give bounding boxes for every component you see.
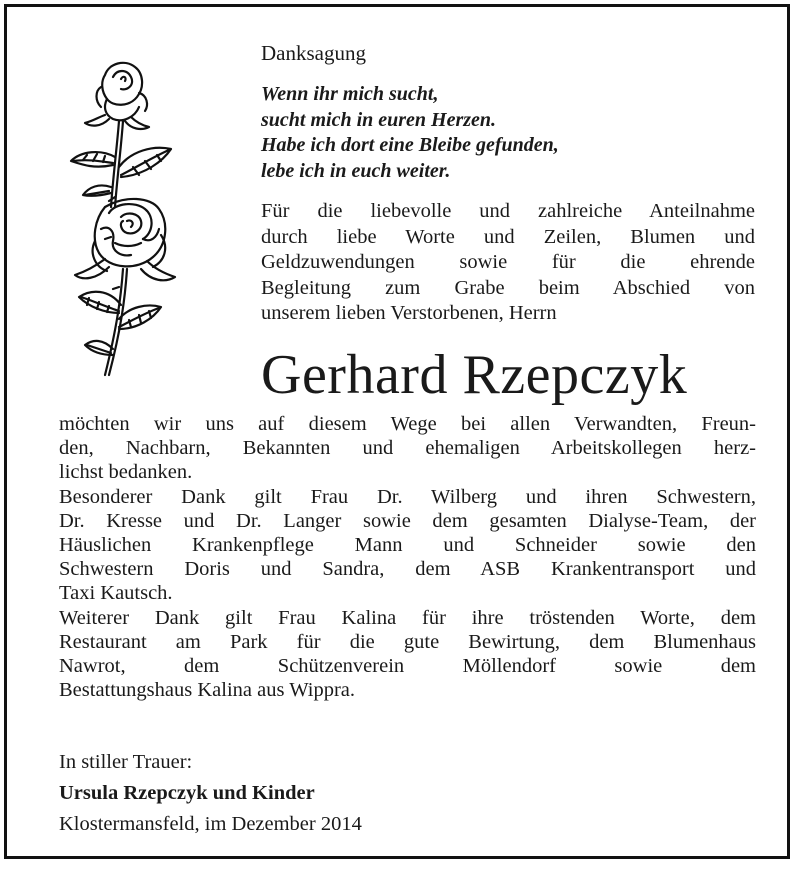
body-line: Weiterer Dank gilt Frau Kalina für ihre tröstenden Worte, dem [59,606,756,629]
intro-paragraph [261,199,755,327]
intro-line: unserem lieben Verstorbenen, Herrn [261,302,557,324]
notice-heading: Danksagung [261,41,366,65]
body-line: Taxi Kautsch. [59,582,173,605]
signatories: Ursula Rzepczyk und Kinder [59,782,315,804]
poem-verse [261,82,559,184]
body-text [59,412,756,702]
rose-icon [65,57,185,382]
body-line: Restaurant am Park für die gute Bewirtung, dem Blumenhaus [59,630,756,653]
poem-line: sucht mich in euren Herzen. [261,108,497,131]
intro-line: Für die liebevolle und zahlreiche Anteilnahme [261,200,755,222]
poem-line: Wenn ihr mich sucht, [261,83,439,105]
intro-line: Geldzuwendungen sowie für die ehrende [261,251,755,273]
notice-frame [4,4,790,859]
poem-line: lebe ich in euch weiter. [261,159,451,182]
body-line: Nawrot, dem Schützenverein Möllendorf sowie dem [59,655,756,678]
closing-block [59,747,362,840]
body-line: Häuslichen Krankenpflege Mann und Schneider sowie den [59,534,756,557]
body-line: Besonderer Dank gilt Frau Dr. Wilberg und ihren Schwestern, [59,485,756,508]
mourning-label: In stiller Trauer: [59,751,193,773]
body-line: Dr. Kresse und Dr. Langer sowie dem gesamten Dialyse-Team, der [59,509,756,532]
body-line: Schwestern Doris und Sandra, dem ASB Krankentransport und [59,558,756,581]
deceased-name: Gerhard Rzepczyk [261,344,688,406]
intro-line: Begleitung zum Grabe beim Abschied von [261,276,755,299]
body-line: den, Nachbarn, Bekannten und ehemaligen Arbeitskollegen herz- [59,437,756,460]
intro-line: durch liebe Worte und Zeilen, Blumen und [261,225,755,248]
body-line: Bestattungshaus Kalina aus Wippra. [59,679,355,702]
poem-line: Habe ich dort eine Bleibe gefunden, [261,134,559,156]
place-date: Klostermansfeld, im Dezember 2014 [59,813,362,835]
body-line: lichst bedanken. [59,461,193,484]
body-line: möchten wir uns auf diesem Wege bei allen Verwandten, Freun- [59,413,756,435]
